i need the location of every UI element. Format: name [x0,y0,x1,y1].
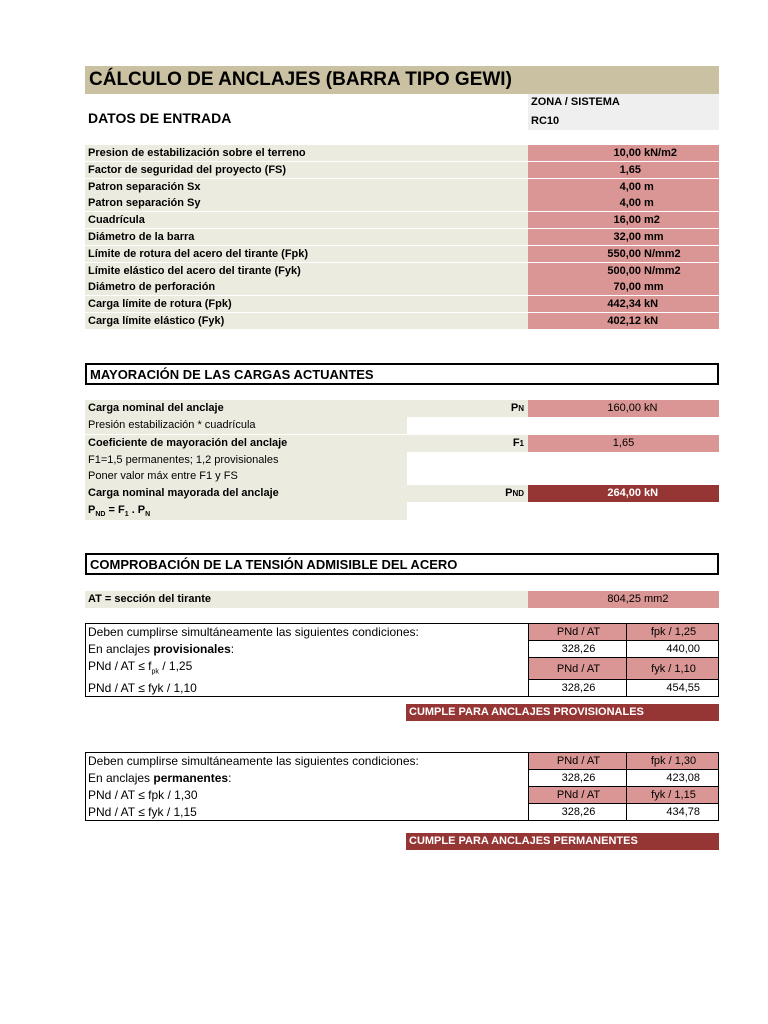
pnd-formula: $P_{ND} = F_1$ . $P_N$ [85,502,407,520]
at-value-cell [528,591,719,608]
input-label: Factor de seguridad del proyecto (FS) [85,162,528,178]
input-value-cell[interactable] [528,229,719,245]
pn-unit: kN [644,402,658,414]
input-value-cell[interactable] [528,263,719,279]
input-value[interactable]: 4,00 [619,197,641,210]
prov-line-4: PNd / AT ≤ fyk / 1,10 [86,680,529,697]
input-label: Presion de estabilización sobre el terreno [85,145,528,161]
f1-note-1: F1=1,5 permanentes; 1,2 provisionales [88,454,279,466]
pnd-value-cell [528,485,719,502]
input-unit: m [644,180,654,193]
zona-value: RC10 [531,115,560,127]
input-value-cell[interactable] [528,179,719,195]
perm-value-1a: 328,26 [529,770,627,787]
perm-line-4: PNd / AT ≤ fyk / 1,15 [86,804,529,821]
pnd-symbol: PND [505,487,524,499]
perm-header-1b: fpk / 1,30 [627,753,719,770]
input-label: Carga límite de rotura (Fpk) [85,296,528,312]
perm-header-2b: fyk / 1,15 [627,787,719,804]
input-unit: N/mm2 [644,264,681,277]
pn-value: 160,00 [607,402,641,414]
input-value[interactable]: 16,00 [613,214,641,227]
prov-header-2b: fyk / 1,10 [627,658,719,680]
perm-line-1: Deben cumplirse simultáneamente las siguientes condiciones: [86,753,529,770]
f1-label: Coeficiente de mayoración del anclaje [85,435,528,452]
input-value[interactable]: 70,00 [613,281,641,294]
section-datos-entrada: DATOS DE ENTRADA [88,110,232,126]
perm-header-2a: PNd / AT [529,787,627,804]
input-label: Cuadrícula [85,212,528,228]
input-value[interactable]: 1,65 [619,163,641,176]
section-comprobacion: COMPROBACIÓN DE LA TENSIÓN ADMISIBLE DEL ACERO [85,553,719,575]
input-value[interactable]: 402,12 [607,315,641,327]
input-unit: m [644,197,654,210]
input-value[interactable]: 550,00 [607,247,641,260]
at-value: 804,25 [607,593,641,605]
perm-header-1a: PNd / AT [529,753,627,770]
prov-header-1a: PNd / AT [529,624,627,641]
perm-value-2a: 328,26 [529,804,627,821]
at-label: AT = sección del tirante [85,591,528,608]
prov-header-2a: PNd / AT [529,658,627,680]
input-value-cell[interactable] [528,279,719,295]
input-label: Patron separación Sx [85,179,528,195]
f1-symbol: F1 [512,437,524,449]
at-unit: mm2 [644,593,669,605]
input-value[interactable]: 500,00 [607,264,641,277]
input-value-cell[interactable] [528,145,719,161]
pn-note: Presión estabilización * cuadrícula [88,419,256,431]
prov-value-2b: 454,55 [627,680,719,697]
perm-value-2b: 434,78 [627,804,719,821]
prov-line-1: Deben cumplirse simultáneamente las siguientes condiciones: [86,624,529,641]
pn-note-cell [85,417,407,434]
page-title: CÁLCULO DE ANCLAJES (BARRA TIPO GEWI) [85,66,719,94]
input-value-cell[interactable] [528,246,719,262]
pn-value-cell [528,400,719,417]
f1-note-cell [85,452,407,485]
input-value[interactable]: 10,00 [613,147,641,159]
input-unit: mm [644,281,664,294]
input-value-cell[interactable] [528,195,719,211]
pnd-label: Carga nominal mayorada del anclaje [85,485,528,502]
input-label: Patron separación Sy [85,195,528,211]
permanentes-result-banner: CUMPLE PARA ANCLAJES PERMANENTES [406,833,719,850]
perm-value-1b: 423,08 [627,770,719,787]
input-label: Límite elástico del acero del tirante (Fyk) [85,263,528,279]
input-value-cell[interactable] [528,296,719,312]
input-value-cell[interactable] [528,162,719,178]
input-unit: m2 [644,214,660,227]
input-value[interactable]: 32,00 [613,231,641,243]
input-unit: N/mm2 [644,247,681,260]
pnd-value: 264,00 [607,487,641,499]
perm-line-3: PNd / AT ≤ fpk / 1,30 [86,787,529,804]
input-label: Diámetro de la barra [85,229,528,245]
input-value-cell[interactable] [528,212,719,228]
f1-value: 1,65 [612,437,635,449]
input-unit: mm [644,231,664,243]
zona-cell [528,94,719,130]
input-value-cell[interactable] [528,313,719,329]
input-unit: kN [644,298,659,311]
pnd-unit: kN [644,487,659,499]
pn-symbol: PN [510,402,524,414]
perm-line-2: En anclajes permanentes: [86,770,529,787]
prov-value-1b: 440,00 [627,641,719,658]
prov-line-3: PNd / AT ≤ $f_{pk} / 1,25$ [86,658,529,680]
prov-line-2: En anclajes provisionales: [86,641,529,658]
input-unit: kN [644,315,659,327]
input-value[interactable]: 4,00 [619,180,641,193]
provisionales-result-banner: CUMPLE PARA ANCLAJES PROVISIONALES [406,704,719,721]
prov-value-2a: 328,26 [529,680,627,697]
f1-note-2: Poner valor máx entre F1 y FS [88,470,238,482]
provisionales-table [85,623,719,697]
input-label: Límite de rotura del acero del tirante (Fpk) [85,246,528,262]
permanentes-table [85,752,719,821]
zona-label: ZONA / SISTEMA [531,96,620,108]
input-unit: kN/m2 [644,147,678,159]
prov-header-1b: fpk / 1,25 [627,624,719,641]
pn-label: Carga nominal del anclaje [85,400,528,417]
input-label: Carga límite elástico (Fyk) [85,313,528,329]
input-value[interactable]: 442,34 [607,298,641,311]
prov-value-1a: 328,26 [529,641,627,658]
f1-value-cell [528,435,719,452]
section-mayoracion: MAYORACIÓN DE LAS CARGAS ACTUANTES [85,363,719,385]
input-label: Diámetro de perforación [85,279,528,295]
